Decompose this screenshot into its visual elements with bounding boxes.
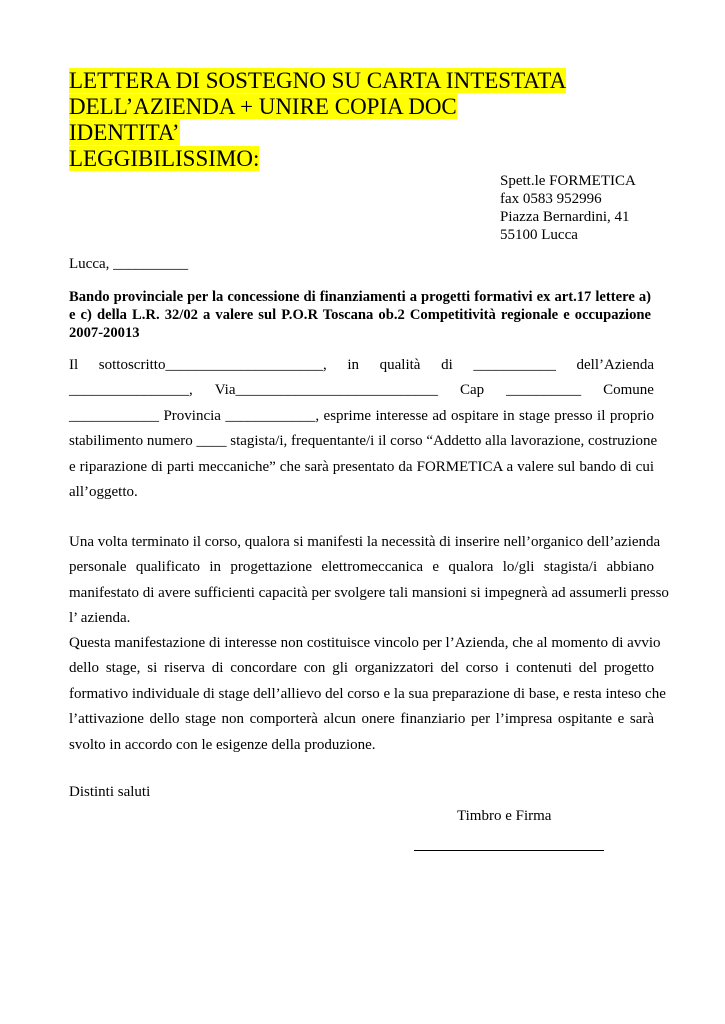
word: in [347,357,360,373]
word: __________ [506,382,582,399]
closing-greeting: Distinti saluti [69,784,151,800]
paragraph1-line5: e riparazione di parti meccaniche” che sarà presentato da FORMETICA a valere sul bando di cui [69,458,654,475]
word: Comune [603,382,654,399]
paragraph2-line: Una volta terminato il corso, qualora si manifesti la necessità di inserire nell’organico dell’azienda [69,534,661,550]
word: sottoscritto_____________________, [98,357,327,373]
heading-line-1: LETTERA DI SOSTEGNO SU CARTA INTESTATA [69,68,567,93]
document-heading [69,68,569,172]
word: Via___________________________ [214,382,438,399]
recipient-street: Piazza Bernardini, 41 [500,209,630,225]
paragraph-hiring [69,530,669,632]
word: Cap [459,382,485,399]
recipient-name: Spett.le FORMETICA [500,173,636,189]
signature-line [414,850,604,851]
paragraph3-line: l’attivazione dello stage non comporterà alcun onere finanziario per l’impresa ospitante e sarà [69,711,654,728]
paragraph2-line: personale qualificato in progettazione elettromeccanica e qualora lo/gli stagista/i abbiano [69,559,654,576]
paragraph1-line4: stabilimento numero ____ stagista/i, frequentante/i il corso “Addetto alla lavorazione, costruzione [69,433,658,450]
recipient-fax: fax 0583 952996 [500,191,602,207]
paragraph3-line: svolto in accordo con le esigenze della produzione. [69,736,376,753]
heading-line-3: LEGGIBILISSIMO: [69,146,260,171]
place-date: Lucca, __________ [69,256,189,272]
paragraph1-line1 [69,353,654,378]
paragraph1-line3: ____________ Provincia ____________, esprime interesse ad ospitare in stage presso il proprio [69,407,654,424]
recipient-city: 55100 Lucca [500,227,578,243]
paragraph-commitment [69,353,658,505]
paragraph1-line6: all’oggetto. [69,484,138,501]
paragraph3-line: dello stage, si riserva di concordare con gli organizzatori del corso i contenuti del progetto [69,660,654,677]
paragraph-disclaimer [69,631,666,758]
word: ________________, [69,382,193,399]
paragraph1-line2 [69,378,654,403]
subject: Bando provinciale per la concessione di finanziamenti a progetti formativi ex art.17 lettere a) e c) della L.R. 32/02 a valere sul P.O.R Toscana ob.2 Competitività regionale e occupazione 2007-20013 [69,289,651,341]
word: qualità [379,357,421,373]
paragraph3-line: Questa manifestazione di interesse non costituisce vincolo per l’Azienda, che al momento di avvio [69,635,661,651]
signature-label: Timbro e Firma [457,808,552,824]
paragraph2-line: l’ azienda. [69,610,131,627]
paragraph3-line: formativo individuale di stage dell’allievo del corso e la sua preparazione di base, e resta inteso che [69,685,666,702]
word: ___________ [473,357,556,373]
paragraph2-line: manifestato di avere sufficienti capacità per svolgere tali mansioni si impegnerà ad assumerli presso [69,584,669,601]
word: dell’Azienda [576,357,654,373]
word: di [441,357,453,373]
heading-line-2: DELL’AZIENDA + UNIRE COPIA DOC IDENTITA’ [69,94,457,145]
recipient-address [500,172,636,244]
word: Il [69,357,79,373]
